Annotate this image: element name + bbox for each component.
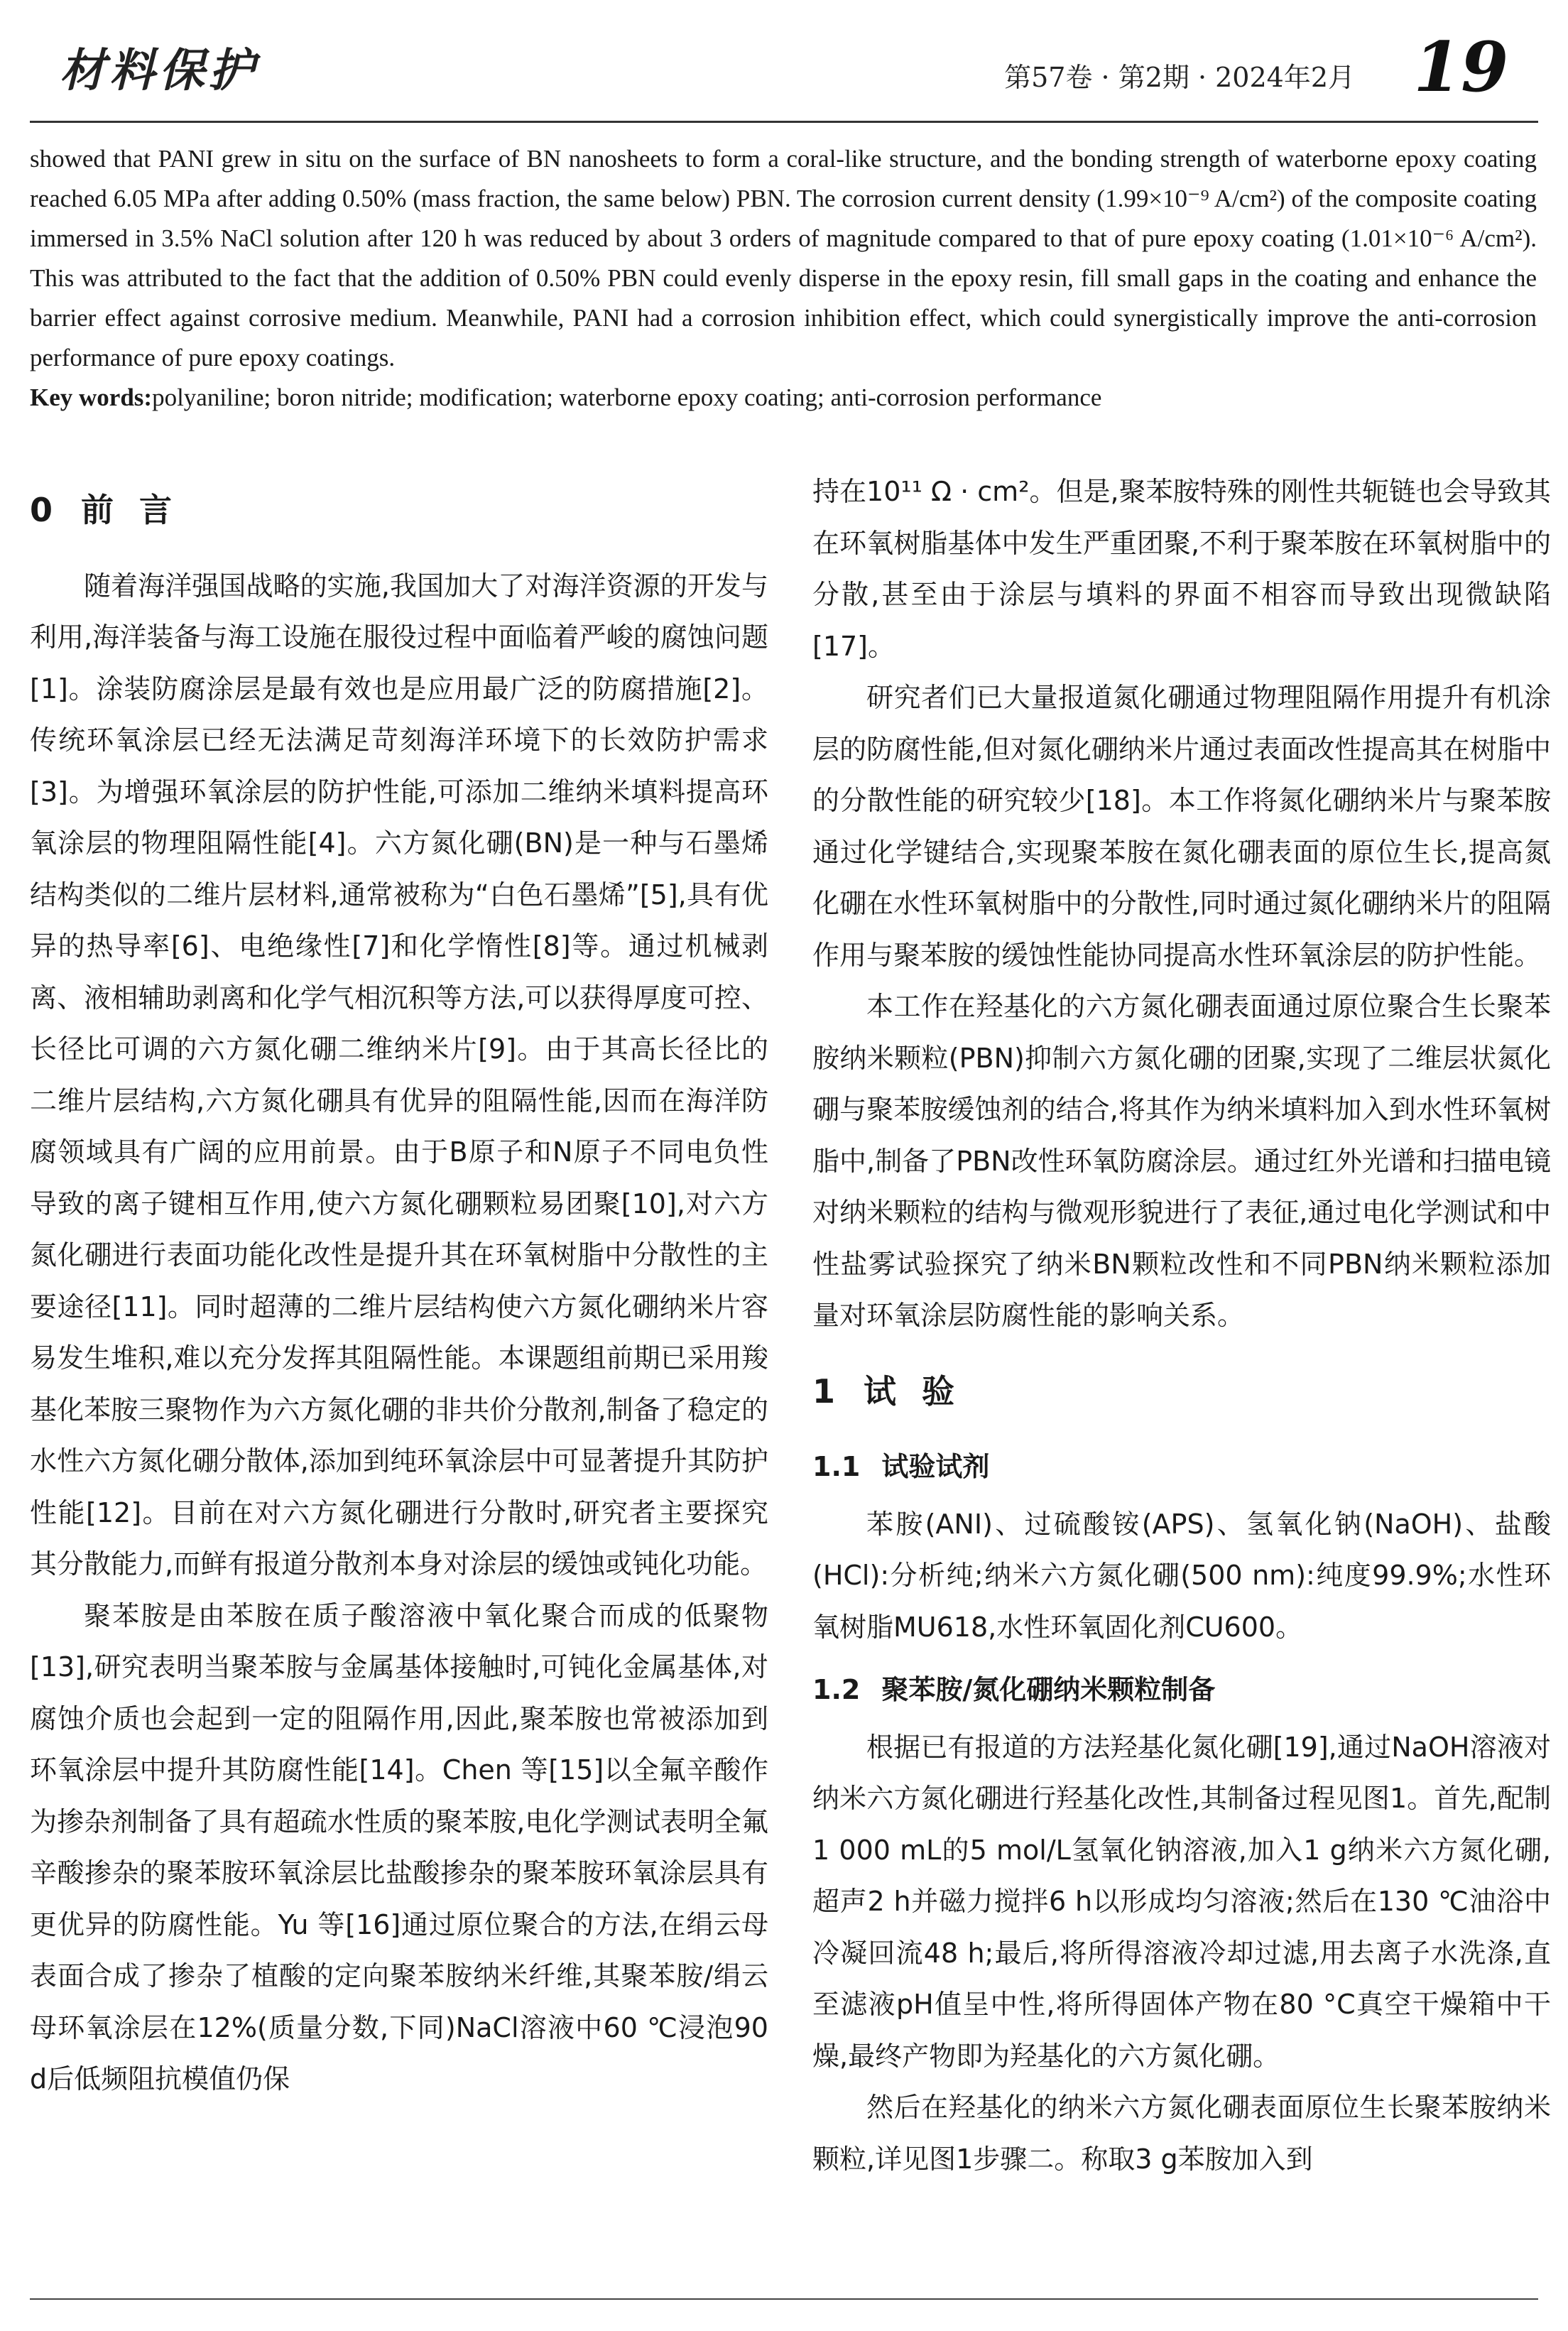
english-abstract (30, 139, 1537, 418)
paragraph: 根据已有报道的方法羟基化氮化硼[19],通过NaOH溶液对纳米六方氮化硼进行羟基化改性,其制备过程见图1。首先,配制1 000 mL的5 mol/L氢氧化钠溶液,加入1 g纳米六方氮化硼,超声2 h并磁力搅拌6 h以形成均匀溶液;然后在130 ℃油浴中冷凝回流48 h;最后,将所得溶液冷却过滤,用去离子水洗涤,直至滤液pH值呈中性,将所得固体产物在80 °C真空干燥箱中干燥,最终产物即为羟基化的六方氮化硼。 (812, 1731, 1551, 2072)
paragraph: 然后在羟基化的纳米六方氮化硼表面原位生长聚苯胺纳米颗粒,详见图1步骤二。称取3 g苯胺加入到 (812, 2092, 1551, 2175)
page-number: 19 (1413, 27, 1508, 107)
paragraph: 聚苯胺是由苯胺在质子酸溶液中氧化聚合而成的低聚物[13],研究表明当聚苯胺与金属基体接触时,可钝化金属基体,对腐蚀介质也会起到一定的阻隔作用,因此,聚苯胺也常被添加到环氧涂层中提升其防腐性能[14]。Chen 等[15]以全氟辛酸作为掺杂剂制备了具有超疏水性质的聚苯胺,电化学测试表明全氟辛酸掺杂的聚苯胺环氧涂层比盐酸掺杂的聚苯胺环氧涂层具有更优异的防腐性能。Yu 等[16]通过原位聚合的方法,在绢云母表面合成了掺杂了植酸的定向聚苯胺纳米纤维,其聚苯胺/绢云母环氧涂层在12%(质量分数,下同)NaCl溶液中60 ℃浸泡90 d后低频阻抗模值仍保 (30, 1599, 768, 2094)
journal-logo: 材料保护 (60, 44, 258, 97)
paragraph: 研究者们已大量报道氮化硼通过物理阻隔作用提升有机涂层的防腐性能,但对氮化硼纳米片通过表面改性提高其在树脂中的分散性能的研究较少[18]。本工作将氮化硼纳米片与聚苯胺通过化学键结合,实现聚苯胺在氮化硼表面的原位生长,提高氮化硼在水性环氧树脂中的分散性,同时通过氮化硼纳米片的阻隔作用与聚苯胺的缓蚀性能协同提高水性环氧涂层的防护性能。 (812, 682, 1551, 971)
paragraph: 随着海洋强国战略的实施,我国加大了对海洋资源的开发与利用,海洋装备与海工设施在服役过程中面临着严峻的腐蚀问题[1]。涂装防腐涂层是最有效也是应用最广泛的防腐措施[2]。传统环氧涂层已经无法满足苛刻海洋环境下的长效防护需求[3]。为增强环氧涂层的防护性能,可添加二维纳米填料提高环氧涂层的物理阻隔性能[4]。六方氮化硼(BN)是一种与石墨烯结构类似的二维片层材料,通常被称为“白色石墨烯”[5],具有优异的热导率[6]、电绝缘性[7]和化学惰性[8]等。通过机械剥离、液相辅助剥离和化学气相沉积等方法,可以获得厚度可控、长径比可调的六方氮化硼二维纳米片[9]。由于其高长径比的二维片层结构,六方氮化硼具有优异的阻隔性能,因而在海洋防腐领域具有广阔的应用前景。由于B原子和N原子不同电负性导致的离子键相互作用,使六方氮化硼颗粒易团聚[10],对六方氮化硼进行表面功能化改性是提升其在环氧树脂中分散性的主要途径[11]。同时超薄的二维片层结构使六方氮化硼纳米片容易发生堆积,难以充分发挥其阻隔性能。本课题组前期已采用羧基化苯胺三聚物作为六方氮化硼的非共价分散剂,制备了稳定的水性六方氮化硼分散体,添加到纯环氧涂层中可显著提升其防护性能[12]。目前在对六方氮化硼进行分散时,研究者主要探究其分散能力,而鲜有报道分散剂本身对涂层的缓蚀或钝化功能。 (30, 570, 768, 1580)
paragraph: 苯胺(ANI)、过硫酸铵(APS)、氢氧化钠(NaOH)、盐酸(HCl):分析纯;纳米六方氮化硼(500 nm):纯度99.9%;水性环氧树脂MU618,水性环氧固化剂CU600。 (812, 1508, 1551, 1643)
subsection-heading-reagents: 1.1 试验试剂 (812, 1451, 990, 1482)
paragraph: 持在10¹¹ Ω · cm²。但是,聚苯胺特殊的刚性共轭链也会导致其在环氧树脂基体中发生严重团聚,不利于聚苯胺在环氧树脂中的分散,甚至由于涂层与填料的界面不相容而导致出现微缺陷[17]。 (812, 476, 1551, 662)
keywords-text: polyaniline; boron nitride; modification; waterborne epoxy coating; anti-corrosion performance (152, 384, 1102, 411)
issue-info: 第57卷 · 第2期 · 2024年2月 (1004, 62, 1355, 93)
footer-rule (30, 2298, 1538, 2300)
keywords-label: Key words: (30, 384, 153, 411)
subsection-heading-preparation: 1.2 聚苯胺/氮化硼纳米颗粒制备 (812, 1674, 1216, 1705)
section-heading-experiment: 1 试 验 (812, 1371, 962, 1411)
keywords-line (30, 378, 1537, 418)
header-rule (30, 121, 1538, 123)
abstract-text: showed that PANI grew in situ on the surface of BN nanosheets to form a coral-like structure, and the bonding strength of waterborne epoxy coating reached 6.05 MPa after adding 0.50% (mass fraction, the same below) PBN. The corrosion current density (1.99×10⁻⁹ A/cm²) of the composite coating immersed in 3.5% NaCl solution after 120 h was reduced by about 3 orders of magnitude compared to that of pure epoxy coating (1.01×10⁻⁶ A/cm²). This was attributed to the fact that the addition of 0.50% PBN could evenly disperse in the epoxy resin, fill small gaps in the coating and enhance the barrier effect against corrosive medium. Meanwhile, PANI had a corrosion inhibition effect, which could synergistically improve the anti-corrosion performance of pure epoxy coatings. (30, 145, 1537, 371)
section-heading-introduction: 0 前 言 (30, 491, 180, 529)
right-column (812, 466, 1551, 2185)
left-column (30, 460, 768, 2105)
paragraph: 本工作在羟基化的六方氮化硼表面通过原位聚合生长聚苯胺纳米颗粒(PBN)抑制六方氮化硼的团聚,实现了二维层状氮化硼与聚苯胺缓蚀剂的结合,将其作为纳米填料加入到水性环氧树脂中,制备了PBN改性环氧防腐涂层。通过红外光谱和扫描电镜对纳米颗粒的结构与微观形貌进行了表征,通过电化学测试和中性盐雾试验探究了纳米BN颗粒改性和不同PBN纳米颗粒添加量对环氧涂层防腐性能的影响关系。 (812, 991, 1551, 1331)
